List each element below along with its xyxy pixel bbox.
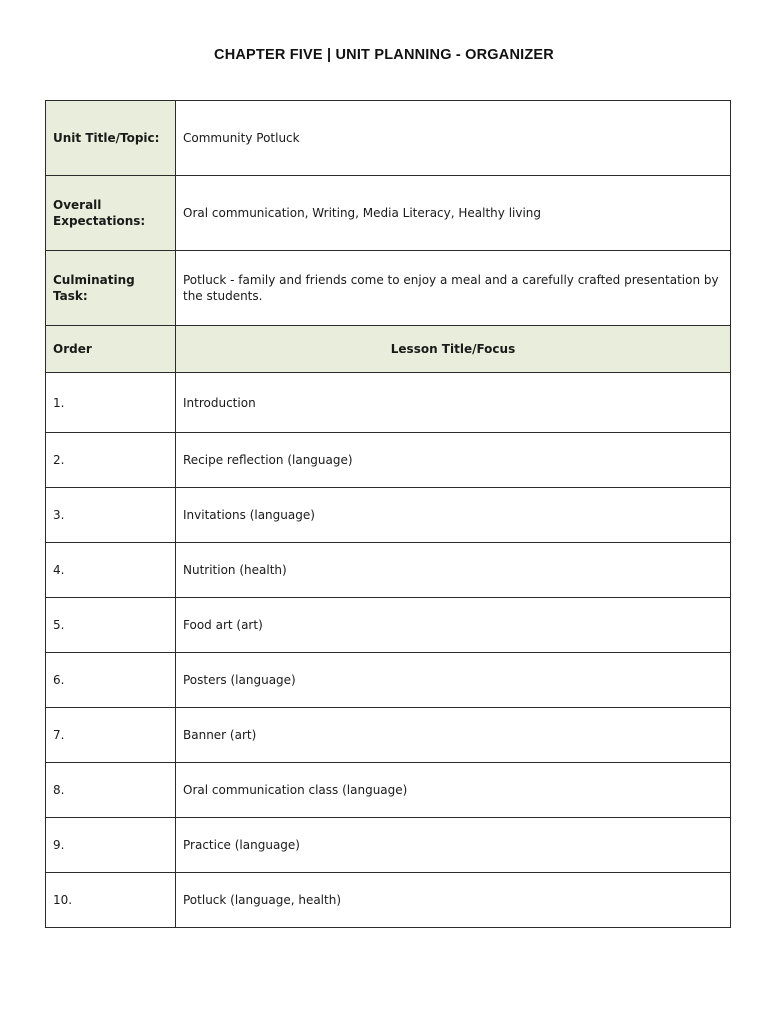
unit-planning-table bbox=[45, 100, 731, 928]
unit-title-value: Community Potluck bbox=[176, 101, 731, 176]
table-row bbox=[46, 373, 731, 433]
table-row bbox=[46, 543, 731, 598]
lesson-focus: Recipe reflection (language) bbox=[176, 433, 731, 488]
table-row bbox=[46, 653, 731, 708]
culminating-task-value: Potluck - family and friends come to enjoy a meal and a carefully crafted presentation by the students. bbox=[176, 251, 731, 326]
lesson-focus: Invitations (language) bbox=[176, 488, 731, 543]
lesson-focus: Banner (art) bbox=[176, 708, 731, 763]
lesson-focus-column-header: Lesson Title/Focus bbox=[176, 326, 731, 373]
table-row bbox=[46, 818, 731, 873]
culminating-task-row bbox=[46, 251, 731, 326]
lesson-focus: Potluck (language, health) bbox=[176, 873, 731, 928]
page-title: CHAPTER FIVE | UNIT PLANNING - ORGANIZER bbox=[214, 47, 554, 63]
lesson-order: 3. bbox=[46, 488, 176, 543]
lesson-order: 4. bbox=[46, 543, 176, 598]
overall-expectations-row bbox=[46, 176, 731, 251]
lesson-order: 6. bbox=[46, 653, 176, 708]
lesson-focus: Oral communication class (language) bbox=[176, 763, 731, 818]
lesson-focus: Practice (language) bbox=[176, 818, 731, 873]
table-row bbox=[46, 708, 731, 763]
unit-title-label: Unit Title/Topic: bbox=[46, 101, 176, 176]
culminating-task-label: Culminating Task: bbox=[46, 251, 176, 326]
overall-expectations-value: Oral communication, Writing, Media Literacy, Healthy living bbox=[176, 176, 731, 251]
table-row bbox=[46, 873, 731, 928]
order-column-header: Order bbox=[46, 326, 176, 373]
lesson-order: 10. bbox=[46, 873, 176, 928]
lesson-order: 7. bbox=[46, 708, 176, 763]
table-row bbox=[46, 598, 731, 653]
lesson-focus: Nutrition (health) bbox=[176, 543, 731, 598]
lesson-focus: Posters (language) bbox=[176, 653, 731, 708]
lesson-order: 1. bbox=[46, 373, 176, 433]
lesson-focus: Introduction bbox=[176, 373, 731, 433]
lesson-order: 8. bbox=[46, 763, 176, 818]
table-row bbox=[46, 763, 731, 818]
lessons-header-row bbox=[46, 326, 731, 373]
lesson-order: 5. bbox=[46, 598, 176, 653]
table-row bbox=[46, 433, 731, 488]
table-row bbox=[46, 488, 731, 543]
overall-expectations-label: Overall Expectations: bbox=[46, 176, 176, 251]
lesson-focus: Food art (art) bbox=[176, 598, 731, 653]
lesson-order: 2. bbox=[46, 433, 176, 488]
unit-title-row bbox=[46, 101, 731, 176]
lesson-order: 9. bbox=[46, 818, 176, 873]
